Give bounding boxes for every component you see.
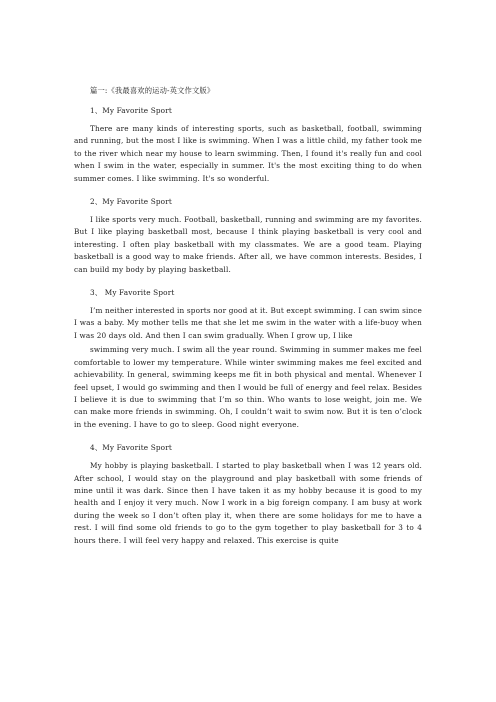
section-heading: 2、My Favorite Sport	[90, 197, 172, 207]
section-heading: 4、My Favorite Sport	[90, 443, 172, 453]
section-4	[74, 442, 422, 547]
document-title: 篇一:《我最喜欢的运动-英文作文版》	[90, 86, 215, 95]
section-1	[74, 105, 422, 185]
paragraph: My hobby is playing basketball. I started to play basketball when I was 12 years old. After school, I would stay on the playground and play basketball with some friends of mine until it was dark. Since then I have taken it as my hobby because it is good to my health and I enjoy it very much. Now I work in a big foreign company. I am busy at work during the week so I don’t often play it, when there are some holidays for me to have a rest. I will find some old friends to go to the gym together to play basketball for 3 to 4 hours there. I will feel very happy and relaxed. This exercise is quite	[74, 461, 422, 545]
paragraph: There are many kinds of interesting sports, such as basketball, football, swimming and running, but the most I like is swimming. When I was a little child, my father took me to the river which near my house to learn swimming. Then, I found it's really fun and cool when I swim in the water, especially in summer. It's the most exciting thing to do when summer comes. I like swimming. It's so wonderful.	[74, 124, 422, 183]
section-heading: 1、My Favorite Sport	[90, 106, 172, 115]
section-2	[74, 196, 422, 276]
paragraph: swimming very much. I swim all the year round. Swimming in summer makes me feel comfortable to lower my temperature. While winter swimming makes me feel excited and achievability. In general, swimming keeps me fit in both physical and mental. Whenever I feel upset, I would go swimming and then I would be full of energy and feel relax. Besides I believe it is due to swimming that I’m so thin. Who wants to lose weight, join me. We can make more friends in swimming. Oh, I couldn’t wait to swim now. But it is ten o’clock in the evening. I have to go to sleep. Good night everyone.	[74, 345, 422, 429]
paragraph: I like sports very much. Football, basketball, running and swimming are my favorites. But I like playing basketball most, because I think playing basketball is very cool and interesting. I often play basketball with my classmates. We are a good team. Playing basketball is a good way to make friends. After all, we have common interests. Besides, I can build my body by playing basketball.	[74, 215, 422, 274]
section-3	[74, 287, 422, 431]
paragraph: I’m neither interested in sports nor good at it. But except swimming. I can swim since I was a baby. My mother tells me that she let me swim in the water with a life-buoy when I was 20 days old. And then I can swim gradually. When I grow up, I like	[74, 306, 422, 340]
document-body	[74, 85, 422, 547]
section-heading: 3、 My Favorite Sport	[90, 288, 175, 298]
